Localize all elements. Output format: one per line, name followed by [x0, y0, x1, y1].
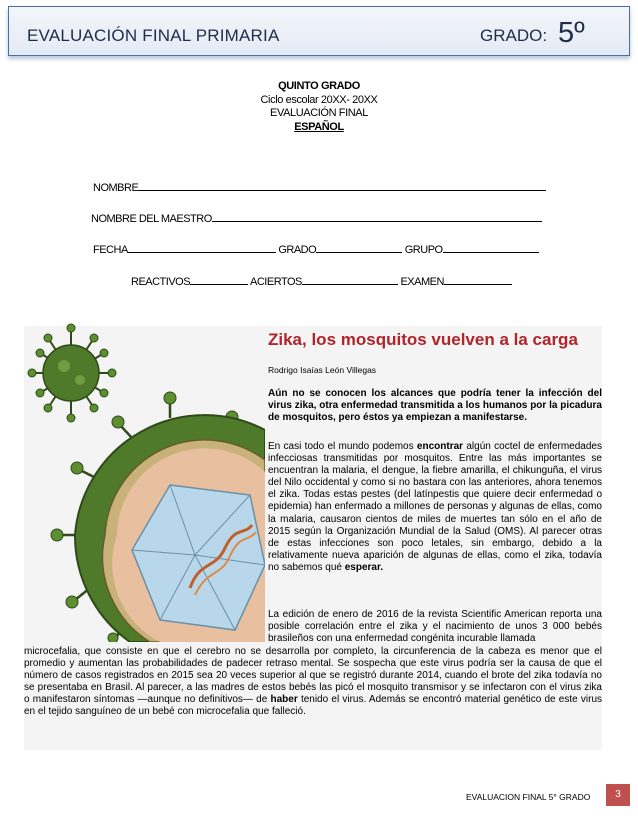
p1-text-a: En casi todo el mundo podemos: [268, 441, 414, 452]
maestro-label: NOMBRE DEL MAESTRO: [91, 213, 212, 225]
form-row-teacher: [91, 211, 542, 225]
examen-field[interactable]: [444, 274, 512, 285]
article-paragraph-1: [268, 441, 602, 574]
header-title: EVALUACIÓN FINAL PRIMARIA: [27, 26, 280, 45]
info-subject: ESPAÑOL: [294, 120, 344, 133]
grupo-label: GRUPO: [404, 244, 443, 256]
grado-field[interactable]: [316, 242, 402, 253]
large-virus-icon: [51, 392, 265, 642]
fecha-field[interactable]: [128, 242, 276, 253]
nombre-field[interactable]: [138, 180, 546, 191]
article-lede: Aún no se conocen los alcances que podría tener la infección del virus zika, otra enfermedad transmitida a los humanos por la picadura de mosquitos, pero éstos ya empiezan a manifestarse.: [268, 388, 602, 424]
p2-text-b: tenido el virus. Además se encontró material genético de este virus en el tejido sanguíneo de un bebé con microcefalia que falleció.: [24, 694, 603, 718]
nombre-label: NOMBRE: [93, 182, 139, 194]
zika-virus-illustration: [20, 320, 265, 642]
article-paragraph-2-start: La edición de enero de 2016 de la revista Scientific American reporta una posible correlación entre el zika y el nacimiento de unos 3 000 bebés brasileños con una enfermedad congénita incurable llamada: [268, 609, 602, 645]
p2-text-a: microcefalia, que consiste en que el cerebro no se desarrolla por completo, la circunferencia de la cabeza es menor que el promedio y aumentan las probabilidades de padecer retraso mental. Se sospecha que este virus podría ser la causa de que el número de casos registrados en 2015 sea 20 veces superior al que se registró durante 2014, cuando el brote del zika todavía no se presentaba en Brasil. Al parecer, a las madres de estos bebés las picó el mosquito transmisor y se infectaron con el virus zika o manifestaron síntomas —aunque no definitivos— de: [24, 646, 602, 706]
article-title: Zika, los mosquitos vuelven a la carga: [268, 330, 578, 349]
p1-bold-encontrar: encontrar: [416, 441, 464, 452]
grado-label: GRADO: [278, 244, 317, 256]
examen-label: EXAMEN: [400, 276, 444, 288]
article-paragraph-2-rest: [24, 646, 602, 719]
form-row-date: [93, 242, 539, 256]
form-row-name: [93, 180, 546, 194]
p1-text-b: algún coctel de enfermedades infecciosas transmitidas por mosquitos. Entre las más importantes se encuentran la malaria, el dengue, la fiebre amarilla, el chikunguña, el virus del Nilo occidental y como si no bastara con las anteriores, ahora tenemos el zika. Todas estas pestes (del latínpestis que quiere decir enfermedad o epidemia) han enfermado a millones de personas y algunas de ellas, como la malaria, causaron cientos de miles de muertes tan sólo en el año de 2015 según la Organización Mundial de la Salud (OMS). Al parecer otras de estas infecciones son poco letales, sin embargo, debido a la relativamente nueva aparición de algunas de ellas, como el zika, todavía no sabemos qué: [268, 441, 602, 573]
maestro-field[interactable]: [212, 211, 542, 222]
header-grado-value: 5º: [558, 17, 585, 49]
grupo-field[interactable]: [443, 242, 539, 253]
reactivos-field[interactable]: [190, 274, 248, 285]
fecha-label: FECHA: [93, 244, 128, 256]
info-cycle: Ciclo escolar 20XX- 20XX: [260, 93, 378, 106]
reactivos-label: REACTIVOS: [131, 276, 191, 288]
header-grado-label: GRADO:: [480, 26, 548, 45]
small-virus-icon: [28, 324, 116, 422]
aciertos-label: ACIERTOS: [250, 276, 302, 288]
article-author: Rodrigo Isaías León Villegas: [268, 365, 377, 375]
p2-bold-haber: haber: [270, 694, 298, 706]
page-number-badge: 3: [606, 784, 630, 806]
footer-label: EVALUACION FINAL 5° GRADO: [466, 792, 591, 802]
aciertos-field[interactable]: [302, 274, 398, 285]
page-header: [8, 6, 630, 56]
p1-bold-esperar: esperar.: [344, 561, 384, 573]
info-evaluation: EVALUACIÓN FINAL: [270, 107, 368, 119]
info-grade: QUINTO GRADO: [278, 80, 360, 92]
form-row-score: [131, 274, 512, 288]
exam-info: [0, 80, 638, 134]
